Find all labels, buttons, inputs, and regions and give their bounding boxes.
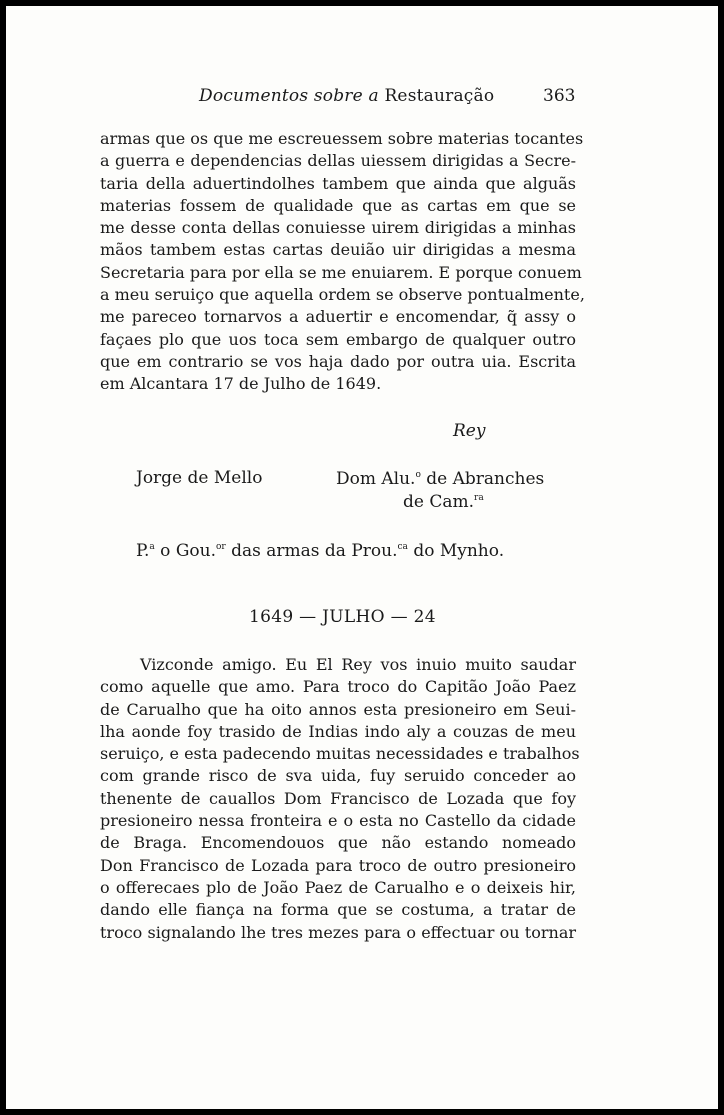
- text-line: presioneiro nessa fronteira e o esta no Castello da cidade: [100, 811, 576, 831]
- text-line: em Alcantara 17 de Julho de 1649.: [100, 374, 382, 394]
- text-line: façaes plo que uos toca sem embargo de qualquer outro: [100, 329, 576, 349]
- text-line: lha aonde foy trasido de Indias indo aly a couzas de meu: [100, 721, 576, 741]
- text-line: Don Francisco de Lozada para troco de outro presioneiro: [100, 855, 576, 875]
- running-title-italic: Documentos sobre a: [199, 86, 379, 106]
- text-line: a meu seruiço que aquella ordem se observe pontualmente,: [100, 285, 585, 305]
- running-title-upright: Restauração: [384, 86, 495, 106]
- text-line: de Carualho que ha oito annos esta presioneiro em Seui-: [100, 699, 576, 719]
- text-line: Vizconde amigo. Eu El Rey vos inuio muito saudar: [140, 655, 576, 674]
- text-line: mãos tambem estas cartas deuião uir dirigidas a mesma: [100, 240, 576, 260]
- text-line: que em contrario se vos haja dado por outra uia. Escrita: [100, 351, 576, 371]
- text-line: Secretaria para por ella se me enuiarem. E porque conuem: [100, 262, 582, 282]
- text-line: seruiço, e esta padecendo muitas necessidades e trabalhos: [100, 744, 580, 764]
- text-line: com grande risco de sva uida, fuy seruido conceder ao: [100, 766, 576, 786]
- text-line: o offerecaes plo de João Paez de Carualho e o deixeis hir,: [100, 877, 576, 897]
- text-line: como aquelle que amo. Para troco do Capitão João Paez: [100, 677, 576, 697]
- book-page: [6, 6, 718, 1109]
- signature-right: [336, 468, 544, 514]
- running-title: [199, 86, 494, 106]
- signature-right-line-2: de Cam.$^{ra}$: [403, 492, 484, 512]
- signature-left: Jorge de Mello: [136, 468, 263, 488]
- letter-1-body: [100, 128, 585, 396]
- text-line: me pareceo tornarvos a aduertir e encomendar, q̃ assy o: [100, 307, 576, 327]
- text-line: armas que os que me escreuessem sobre materias tocantes: [100, 129, 584, 148]
- date-heading: 1649 — JULHO — 24: [249, 607, 436, 627]
- text-line: a guerra e dependencias dellas uiessem dirigidas a Secre-: [100, 151, 576, 171]
- text-line: me desse conta dellas conuiesse uirem dirigidas a minhas: [100, 218, 576, 238]
- text-line: de Braga. Encomendouos que não estando nomeado: [100, 833, 576, 853]
- page-number: 363: [543, 86, 576, 106]
- letter-address: P.$^a$ o Gou.$^{or}$ das armas da Prou.$^{ca}$ do Mynho.: [136, 541, 505, 561]
- text-line: materias fossem de qualidade que as cartas em que se: [100, 195, 576, 215]
- signature-king: Rey: [453, 421, 486, 441]
- text-line: dando elle fiança na forma que se costuma, a tratar de: [100, 900, 576, 920]
- text-line: troco signalando lhe tres mezes para o effectuar ou tornar: [100, 922, 576, 942]
- signature-right-line-1: Dom Alu.$^o$ de Abranches: [336, 469, 545, 489]
- text-line: taria della aduertindolhes tambem que ainda que alguãs: [100, 173, 576, 193]
- text-line: thenente de cauallos Dom Francisco de Lozada que foy: [100, 788, 576, 808]
- letter-2-body: [100, 654, 580, 944]
